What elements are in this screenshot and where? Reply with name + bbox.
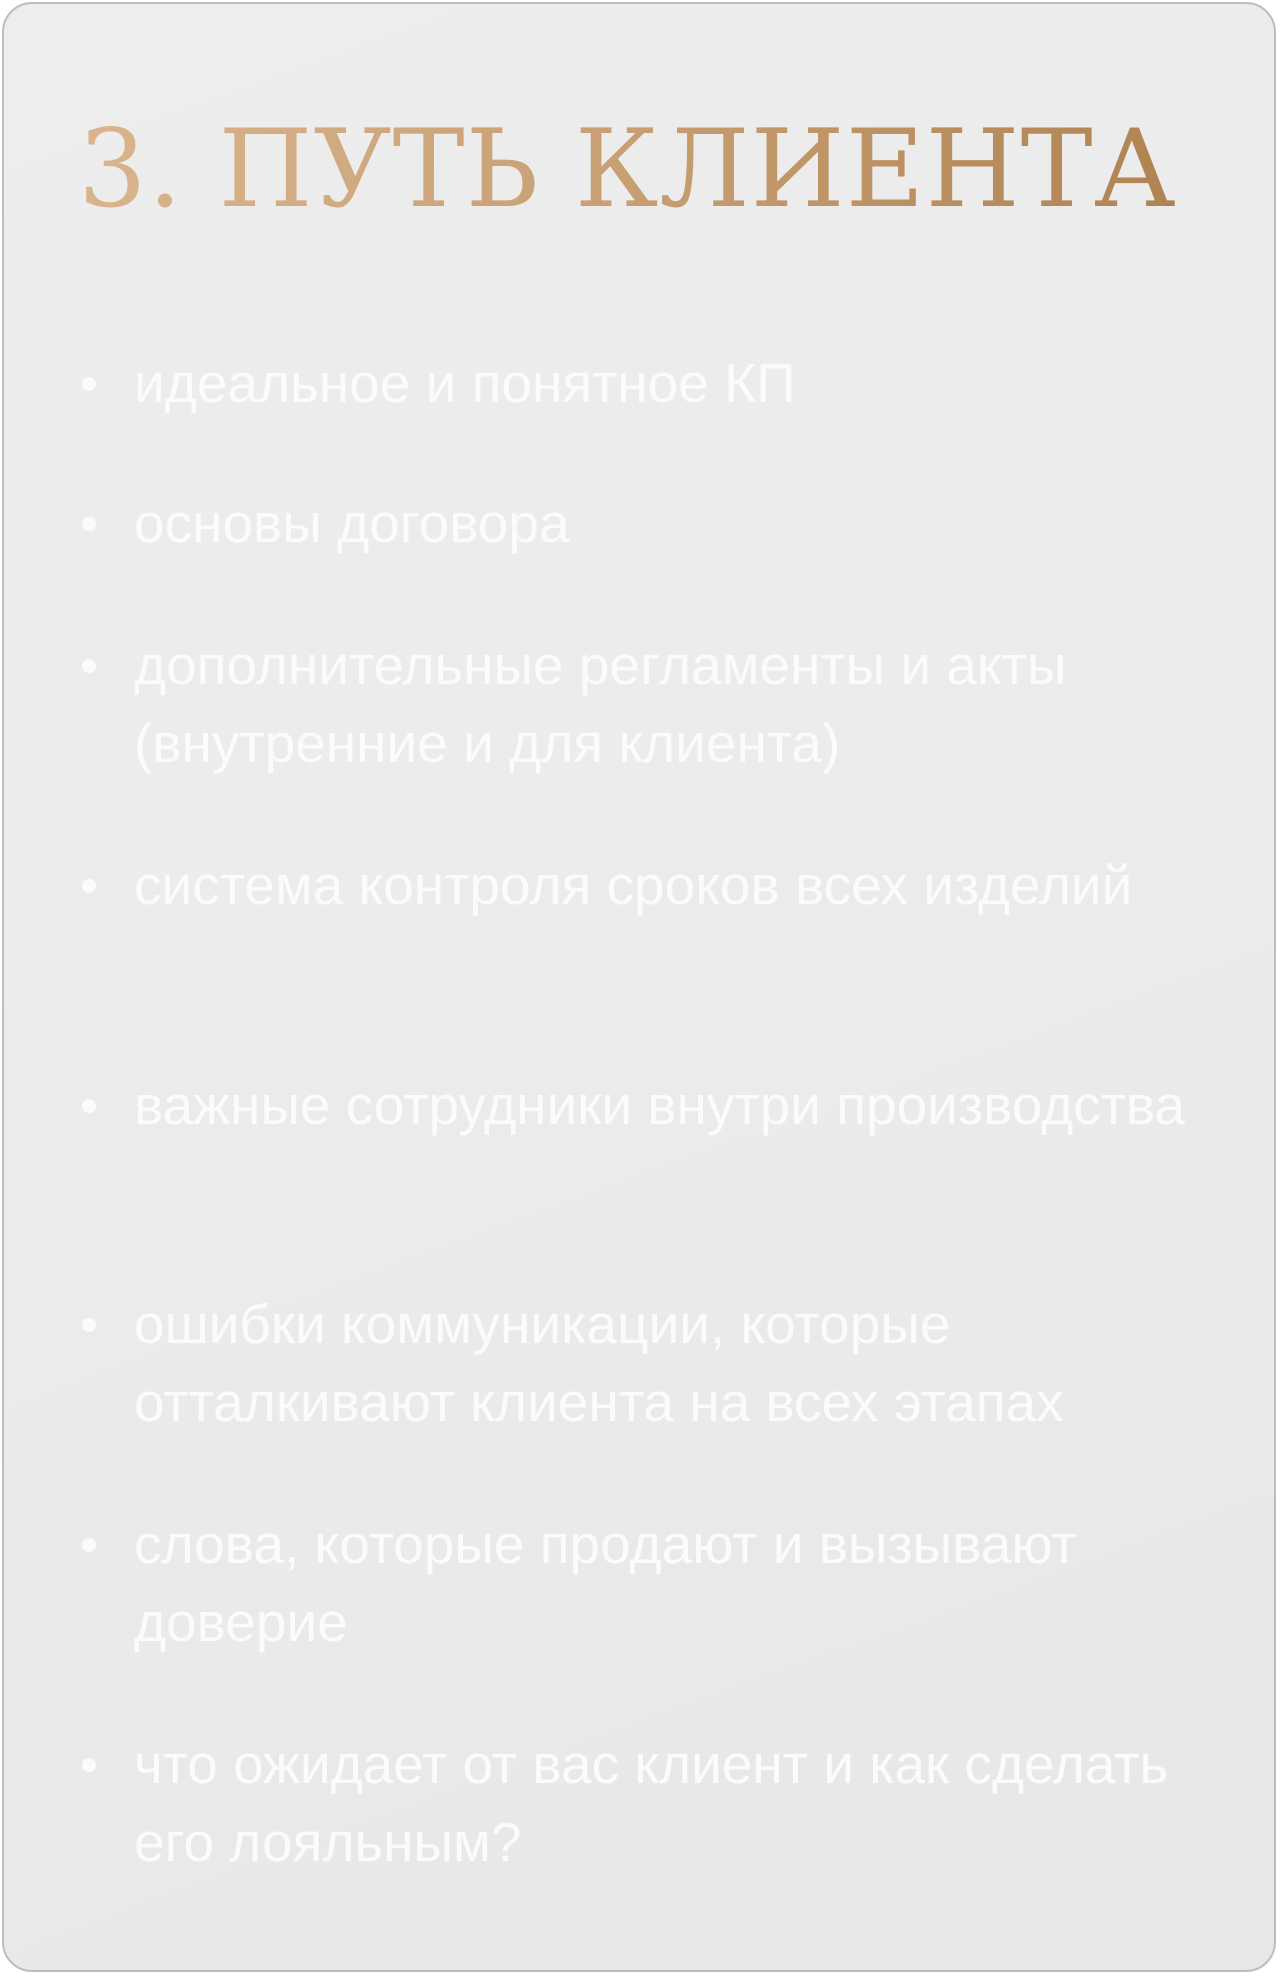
list-item — [78, 1285, 1198, 1441]
bullet-dot-icon — [82, 1538, 96, 1552]
list-item-text: основы договора — [134, 492, 570, 554]
list-item-text: система контроля сроков всех изделий — [134, 854, 1133, 916]
bullet-dot-icon — [82, 879, 96, 893]
bullet-dot-icon — [82, 1758, 96, 1772]
list-item — [78, 846, 1198, 924]
bullet-dot-icon — [82, 1099, 96, 1113]
list-item-text: что ожидает от вас клиент и как сделать его лояльным? — [134, 1733, 1169, 1873]
topic-list — [4, 4, 1274, 1970]
list-item-text: важные сотрудники внутри производства — [134, 1074, 1186, 1136]
bullet-dot-icon — [82, 517, 96, 531]
list-item — [78, 626, 1198, 782]
section-title: 3. ПУТЬ КЛИЕНТА — [78, 107, 1177, 232]
list-item-text: слова, которые продают и вызывают доверие — [134, 1513, 1077, 1653]
list-item — [78, 1066, 1198, 1144]
list-item-text: идеальное и понятное КП — [134, 352, 796, 414]
bullet-dot-icon — [82, 377, 96, 391]
list-item — [78, 344, 1198, 422]
list-item-text: дополнительные регламенты и акты (внутренние и для клиента) — [134, 634, 1067, 774]
list-item-text: ошибки коммуникации, которые отталкивают клиента на всех этапах — [134, 1293, 1064, 1433]
list-item — [78, 1505, 1198, 1661]
list-item — [78, 1725, 1198, 1881]
bullet-dot-icon — [82, 659, 96, 673]
list-item — [78, 484, 1198, 562]
content-card — [2, 2, 1276, 1972]
bullet-dot-icon — [82, 1318, 96, 1332]
